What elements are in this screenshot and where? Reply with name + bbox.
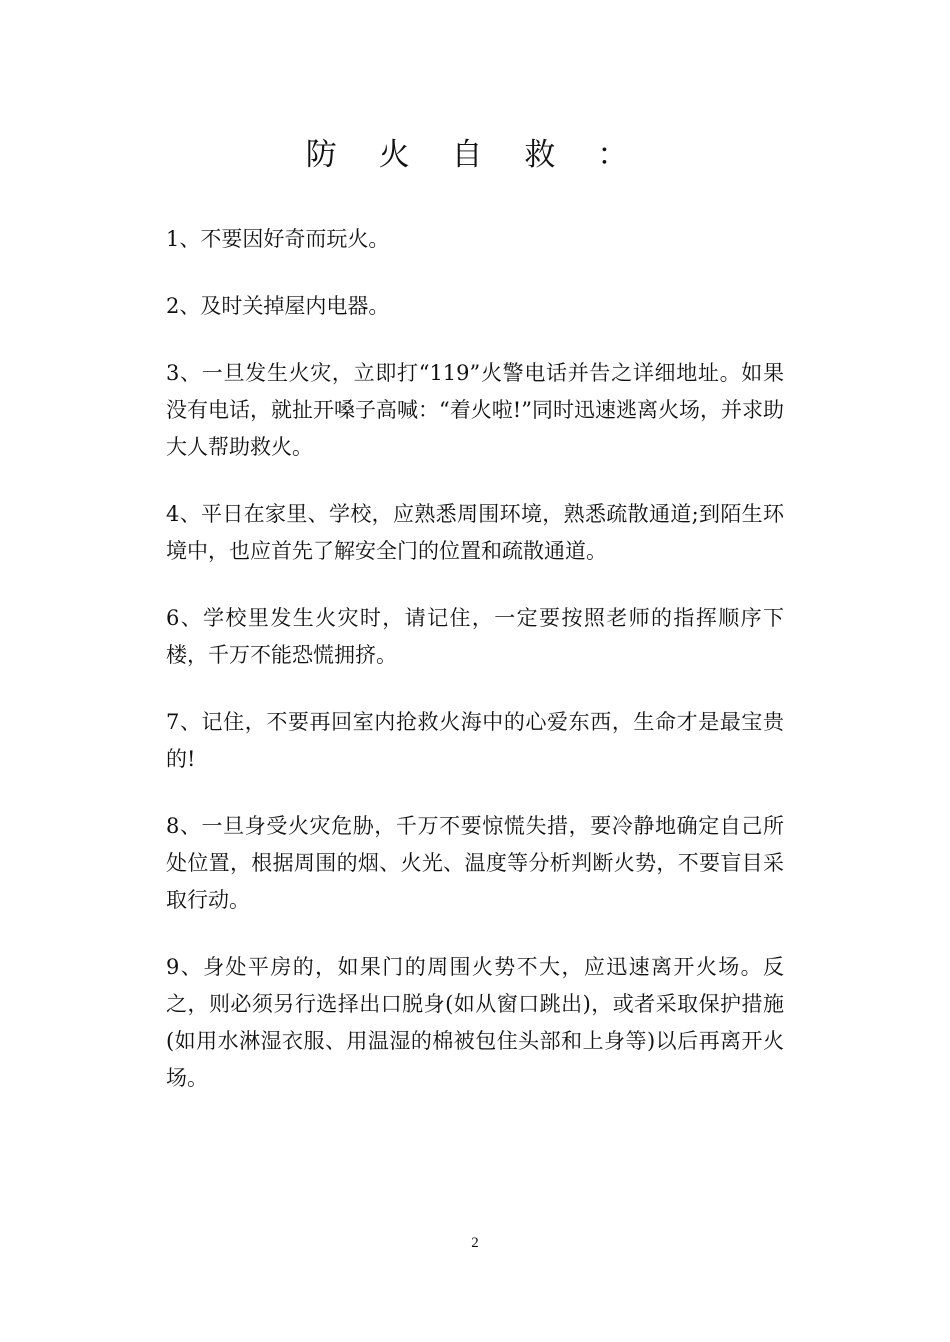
paragraph-3: 3、一旦发生火灾，立即打“119”火警电话并告之详细地址。如果没有电话，就扯开嗓子高喊：“着火啦!”同时迅速逃离火场，并求助大人帮助救火。: [166, 361, 784, 459]
paragraph-8: 8、一旦身受火灾危胁，千万不要惊慌失措，要冷静地确定自己所处位置，根据周围的烟、火光、温度等分析判断火势，不要盲目采取行动。: [166, 814, 784, 912]
page-number: 2: [471, 1235, 479, 1251]
paragraph-2: 2、及时关掉屋内电器。: [166, 294, 390, 318]
page-title: 防 火 自 救 ：: [305, 137, 645, 173]
paragraph-6: 6、学校里发生火灾时，请记住，一定要按照老师的指挥顺序下楼，千万不能恐慌拥挤。: [166, 606, 784, 667]
document-body: [166, 221, 784, 1127]
paragraph-4: 4、平日在家里、学校，应熟悉周围环境，熟悉疏散通道;到陌生环境中，也应首先了解安全门的位置和疏散通道。: [166, 502, 784, 563]
paragraph-1: 1、不要因好奇而玩火。: [166, 227, 390, 251]
paragraph-9: 9、身处平房的，如果门的周围火势不大，应迅速离开火场。反之，则必须另行选择出口脱身(如从窗口跳出)，或者采取保护措施(如用水淋湿衣服、用温湿的棉被包住头部和上身等)以后再离开火场。: [166, 955, 784, 1090]
paragraph-7: 7、记住，不要再回室内抢救火海中的心爱东西，生命才是最宝贵的!: [166, 710, 784, 771]
